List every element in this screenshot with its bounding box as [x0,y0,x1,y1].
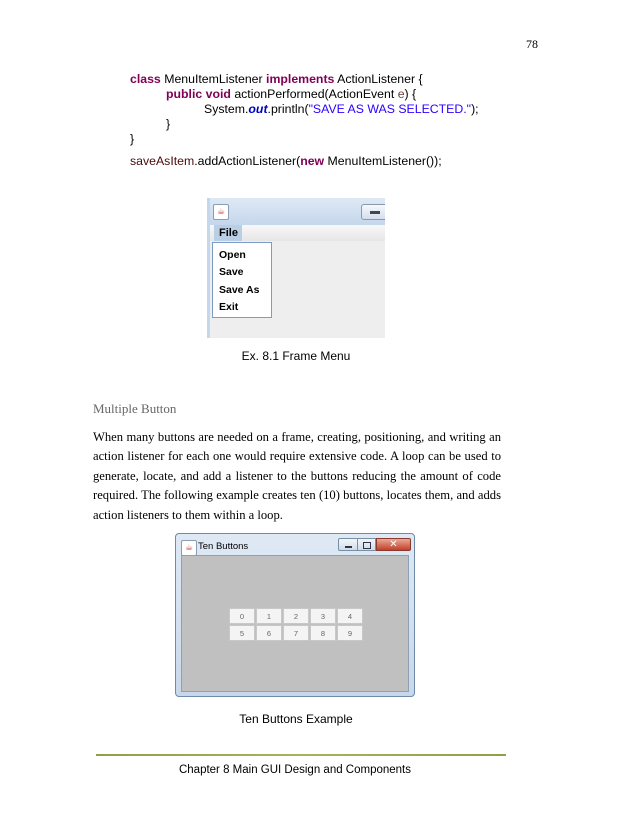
frame-menu-screenshot [207,198,385,338]
number-button[interactable]: 7 [283,625,309,641]
close-icon: ✕ [389,539,398,550]
minimize-button[interactable] [361,204,385,220]
file-dropdown [212,242,272,318]
maximize-icon [363,542,371,549]
section-heading: Multiple Button [93,401,177,416]
page-number: 78 [526,37,538,51]
minimize-icon [345,546,352,548]
code-line: saveAsItem.addActionListener(new MenuItemListener()); [130,154,442,168]
menu-bar [210,225,385,241]
number-button[interactable]: 2 [283,608,309,624]
number-button[interactable]: 8 [310,625,336,641]
code-line: System.out.println("SAVE AS WAS SELECTED."); [204,102,479,116]
minimize-icon [370,211,380,214]
menu-item-exit[interactable]: Exit [219,301,239,313]
file-menu[interactable]: File [214,225,242,241]
number-button[interactable]: 1 [256,608,282,624]
maximize-button[interactable] [358,538,376,551]
code-listing [130,72,479,169]
button-grid [229,608,364,643]
java-icon: ☕ [213,204,229,220]
body-paragraph: When many buttons are needed on a frame, creating, positioning, and writing an action listener for each one would require extensive code. A loop can be used to generate, locate, and add a listener to the buttons reducing the amount of code required. The following example creates ten (10) buttons, locates them, and adds action listeners to them within a loop. [93,430,501,522]
menu-item-open[interactable]: Open [219,249,246,261]
number-button[interactable]: 5 [229,625,255,641]
window-title: Ten Buttons [198,541,249,552]
footer-rule [96,754,506,756]
code-line: } [166,117,171,131]
menu-item-save[interactable]: Save [219,266,244,278]
number-button[interactable]: 3 [310,608,336,624]
code-line: class MenuItemListener implements ActionListener { [130,72,423,86]
minimize-button[interactable] [338,538,358,551]
close-button[interactable] [376,538,411,551]
number-button[interactable]: 9 [337,625,363,641]
content-pane [181,555,409,692]
page-footer: Chapter 8 Main GUI Design and Components [178,764,412,776]
window-edge [207,198,210,338]
code-line: } [130,132,135,146]
java-icon: ☕ [181,540,197,556]
figure-caption: Ex. 8.1 Frame Menu [241,349,351,363]
title-bar [207,198,385,226]
menu-item-save-as[interactable]: Save As [219,284,260,296]
ten-buttons-window [175,533,415,697]
number-button[interactable]: 4 [337,608,363,624]
figure-caption: Ten Buttons Example [239,712,353,726]
number-button[interactable]: 6 [256,625,282,641]
number-button[interactable]: 0 [229,608,255,624]
code-line: public void actionPerformed(ActionEvent e) { [166,87,417,101]
